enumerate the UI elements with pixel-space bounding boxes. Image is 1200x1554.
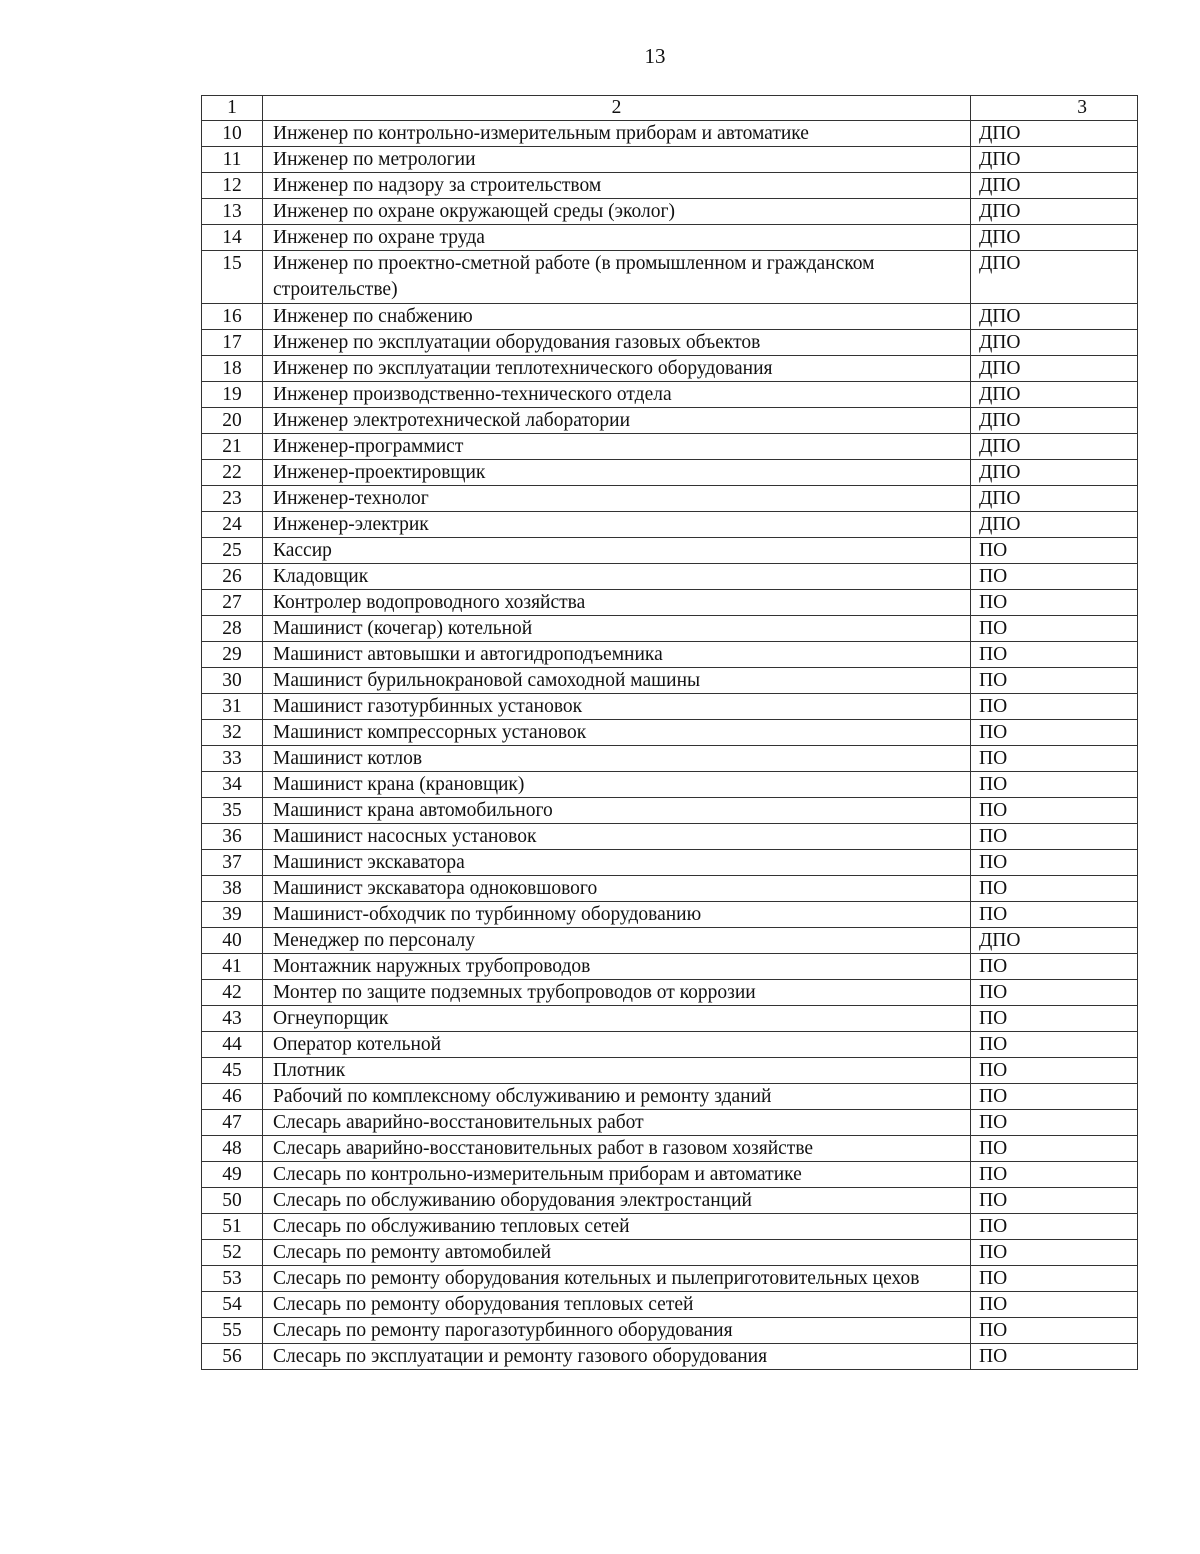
row-number-cell: 34 bbox=[202, 772, 263, 798]
table-row bbox=[202, 876, 1138, 902]
row-type-cell: ПО bbox=[971, 1058, 1138, 1084]
row-type-cell: ПО bbox=[971, 980, 1138, 1006]
row-title-cell: Машинист бурильнокрановой самоходной машины bbox=[263, 668, 971, 694]
row-number-cell: 17 bbox=[202, 330, 263, 356]
row-title-cell: Слесарь аварийно-восстановительных работ в газовом хозяйстве bbox=[263, 1136, 971, 1162]
row-title-cell: Монтажник наружных трубопроводов bbox=[263, 954, 971, 980]
row-type-cell: ПО bbox=[971, 954, 1138, 980]
row-number-cell: 25 bbox=[202, 538, 263, 564]
row-title-cell: Менеджер по персоналу bbox=[263, 928, 971, 954]
table-row bbox=[202, 590, 1138, 616]
table-row bbox=[202, 642, 1138, 668]
table-row bbox=[202, 512, 1138, 538]
row-number-cell: 32 bbox=[202, 720, 263, 746]
table-row bbox=[202, 1344, 1138, 1370]
row-type-cell: ДПО bbox=[971, 434, 1138, 460]
row-type-cell: ПО bbox=[971, 824, 1138, 850]
table-row bbox=[202, 434, 1138, 460]
row-number-cell: 38 bbox=[202, 876, 263, 902]
row-type-cell: ПО bbox=[971, 1266, 1138, 1292]
table-row bbox=[202, 251, 1138, 304]
row-number-cell: 24 bbox=[202, 512, 263, 538]
row-title-cell: Инженер-проектировщик bbox=[263, 460, 971, 486]
row-title-cell: Оператор котельной bbox=[263, 1032, 971, 1058]
table-row bbox=[202, 1292, 1138, 1318]
row-title-cell: Слесарь аварийно-восстановительных работ bbox=[263, 1110, 971, 1136]
row-type-cell: ПО bbox=[971, 902, 1138, 928]
row-title-cell: Машинист котлов bbox=[263, 746, 971, 772]
row-type-cell: ПО bbox=[971, 590, 1138, 616]
row-type-cell: ДПО bbox=[971, 928, 1138, 954]
row-title-cell: Инженер по эксплуатации теплотехнического оборудования bbox=[263, 356, 971, 382]
row-type-cell: ДПО bbox=[971, 512, 1138, 538]
row-number-cell: 42 bbox=[202, 980, 263, 1006]
row-number-cell: 19 bbox=[202, 382, 263, 408]
row-title-cell: Инженер по снабжению bbox=[263, 304, 971, 330]
row-title-cell: Огнеупорщик bbox=[263, 1006, 971, 1032]
row-type-cell: ДПО bbox=[971, 356, 1138, 382]
row-number-cell: 12 bbox=[202, 173, 263, 199]
row-title-cell: Инженер по охране труда bbox=[263, 225, 971, 251]
row-type-cell: ПО bbox=[971, 798, 1138, 824]
table-body bbox=[202, 96, 1138, 1370]
row-type-cell: ПО bbox=[971, 1318, 1138, 1344]
row-title-cell: Инженер по надзору за строительством bbox=[263, 173, 971, 199]
row-number-cell: 15 bbox=[202, 251, 263, 304]
row-title-cell: Инженер по контрольно-измерительным приборам и автоматике bbox=[263, 121, 971, 147]
table-row bbox=[202, 720, 1138, 746]
table-row bbox=[202, 616, 1138, 642]
row-title-cell: Инженер по проектно-сметной работе (в промышленном и гражданском строительстве) bbox=[263, 251, 971, 304]
row-number-cell: 54 bbox=[202, 1292, 263, 1318]
row-title-cell: Инженер электротехнической лаборатории bbox=[263, 408, 971, 434]
row-number-cell: 41 bbox=[202, 954, 263, 980]
row-number-cell: 23 bbox=[202, 486, 263, 512]
row-type-cell: ПО bbox=[971, 1006, 1138, 1032]
table-row bbox=[202, 1214, 1138, 1240]
row-type-cell: ПО bbox=[971, 616, 1138, 642]
table-row bbox=[202, 147, 1138, 173]
row-type-cell: ДПО bbox=[971, 330, 1138, 356]
row-type-cell: ДПО bbox=[971, 382, 1138, 408]
row-type-cell: ПО bbox=[971, 564, 1138, 590]
row-type-cell: ДПО bbox=[971, 225, 1138, 251]
header-cell-title: 2 bbox=[263, 96, 971, 121]
row-type-cell: ДПО bbox=[971, 304, 1138, 330]
table-row bbox=[202, 1058, 1138, 1084]
row-number-cell: 33 bbox=[202, 746, 263, 772]
table-row bbox=[202, 694, 1138, 720]
table-row bbox=[202, 225, 1138, 251]
row-number-cell: 47 bbox=[202, 1110, 263, 1136]
row-number-cell: 46 bbox=[202, 1084, 263, 1110]
row-title-cell: Машинист крана (крановщик) bbox=[263, 772, 971, 798]
row-number-cell: 20 bbox=[202, 408, 263, 434]
row-title-cell: Слесарь по контрольно-измерительным приборам и автоматике bbox=[263, 1162, 971, 1188]
row-type-cell: ПО bbox=[971, 850, 1138, 876]
row-title-cell: Инженер по метрологии bbox=[263, 147, 971, 173]
table-row bbox=[202, 173, 1138, 199]
page-number: 13 bbox=[644, 44, 666, 68]
row-type-cell: ПО bbox=[971, 1344, 1138, 1370]
row-number-cell: 18 bbox=[202, 356, 263, 382]
row-type-cell: ПО bbox=[971, 876, 1138, 902]
table-row bbox=[202, 199, 1138, 225]
row-title-cell: Инженер-технолог bbox=[263, 486, 971, 512]
row-number-cell: 28 bbox=[202, 616, 263, 642]
row-title-cell: Слесарь по обслуживанию оборудования электростанций bbox=[263, 1188, 971, 1214]
row-type-cell: ПО bbox=[971, 1162, 1138, 1188]
row-title-cell: Машинист компрессорных установок bbox=[263, 720, 971, 746]
row-number-cell: 43 bbox=[202, 1006, 263, 1032]
row-number-cell: 26 bbox=[202, 564, 263, 590]
row-type-cell: ПО bbox=[971, 1188, 1138, 1214]
table-row bbox=[202, 1240, 1138, 1266]
row-number-cell: 13 bbox=[202, 199, 263, 225]
row-type-cell: ПО bbox=[971, 668, 1138, 694]
row-number-cell: 29 bbox=[202, 642, 263, 668]
row-type-cell: ДПО bbox=[971, 199, 1138, 225]
table-row bbox=[202, 330, 1138, 356]
header-cell-number: 1 bbox=[202, 96, 263, 121]
table-row bbox=[202, 798, 1138, 824]
row-number-cell: 44 bbox=[202, 1032, 263, 1058]
row-title-cell: Слесарь по эксплуатации и ремонту газового оборудования bbox=[263, 1344, 971, 1370]
table-row bbox=[202, 668, 1138, 694]
row-number-cell: 36 bbox=[202, 824, 263, 850]
row-number-cell: 35 bbox=[202, 798, 263, 824]
row-title-cell: Рабочий по комплексному обслуживанию и ремонту зданий bbox=[263, 1084, 971, 1110]
row-type-cell: ДПО bbox=[971, 408, 1138, 434]
row-number-cell: 21 bbox=[202, 434, 263, 460]
table-row bbox=[202, 1318, 1138, 1344]
header-cell-type: 3 bbox=[971, 96, 1138, 121]
row-number-cell: 30 bbox=[202, 668, 263, 694]
table-row bbox=[202, 850, 1138, 876]
table-row bbox=[202, 980, 1138, 1006]
row-title-cell: Машинист газотурбинных установок bbox=[263, 694, 971, 720]
row-number-cell: 31 bbox=[202, 694, 263, 720]
table-row bbox=[202, 1136, 1138, 1162]
row-type-cell: ПО bbox=[971, 1136, 1138, 1162]
row-number-cell: 22 bbox=[202, 460, 263, 486]
row-type-cell: ПО bbox=[971, 720, 1138, 746]
table-row bbox=[202, 1266, 1138, 1292]
row-title-cell: Инженер по охране окружающей среды (эколог) bbox=[263, 199, 971, 225]
table-header-row bbox=[202, 96, 1138, 121]
row-title-cell: Машинист-обходчик по турбинному оборудованию bbox=[263, 902, 971, 928]
row-type-cell: ДПО bbox=[971, 173, 1138, 199]
table-row bbox=[202, 1188, 1138, 1214]
table-row bbox=[202, 538, 1138, 564]
row-title-cell: Инженер-электрик bbox=[263, 512, 971, 538]
row-number-cell: 48 bbox=[202, 1136, 263, 1162]
row-title-cell: Слесарь по ремонту оборудования тепловых сетей bbox=[263, 1292, 971, 1318]
table-row bbox=[202, 564, 1138, 590]
row-type-cell: ПО bbox=[971, 1032, 1138, 1058]
row-title-cell: Слесарь по ремонту оборудования котельных и пылеприготовительных цехов bbox=[263, 1266, 971, 1292]
row-title-cell: Монтер по защите подземных трубопроводов от коррозии bbox=[263, 980, 971, 1006]
row-number-cell: 53 bbox=[202, 1266, 263, 1292]
row-title-cell: Машинист (кочегар) котельной bbox=[263, 616, 971, 642]
row-title-cell: Инженер производственно-технического отдела bbox=[263, 382, 971, 408]
row-number-cell: 51 bbox=[202, 1214, 263, 1240]
row-number-cell: 39 bbox=[202, 902, 263, 928]
row-type-cell: ПО bbox=[971, 772, 1138, 798]
row-number-cell: 56 bbox=[202, 1344, 263, 1370]
row-number-cell: 55 bbox=[202, 1318, 263, 1344]
row-type-cell: ПО bbox=[971, 746, 1138, 772]
table-row bbox=[202, 1110, 1138, 1136]
table-row bbox=[202, 304, 1138, 330]
row-type-cell: ДПО bbox=[971, 486, 1138, 512]
row-type-cell: ПО bbox=[971, 1214, 1138, 1240]
table-row bbox=[202, 408, 1138, 434]
row-type-cell: ПО bbox=[971, 538, 1138, 564]
table-row bbox=[202, 121, 1138, 147]
row-title-cell: Кассир bbox=[263, 538, 971, 564]
row-number-cell: 52 bbox=[202, 1240, 263, 1266]
table-row bbox=[202, 1162, 1138, 1188]
row-type-cell: ДПО bbox=[971, 121, 1138, 147]
row-title-cell: Слесарь по обслуживанию тепловых сетей bbox=[263, 1214, 971, 1240]
row-type-cell: ПО bbox=[971, 642, 1138, 668]
row-type-cell: ПО bbox=[971, 1084, 1138, 1110]
row-title-cell: Слесарь по ремонту автомобилей bbox=[263, 1240, 971, 1266]
row-title-cell: Контролер водопроводного хозяйства bbox=[263, 590, 971, 616]
row-number-cell: 11 bbox=[202, 147, 263, 173]
row-number-cell: 50 bbox=[202, 1188, 263, 1214]
row-number-cell: 16 bbox=[202, 304, 263, 330]
row-number-cell: 40 bbox=[202, 928, 263, 954]
row-title-cell: Машинист экскаватора одноковшового bbox=[263, 876, 971, 902]
table-row bbox=[202, 746, 1138, 772]
table-row bbox=[202, 1084, 1138, 1110]
row-title-cell: Машинист автовышки и автогидроподъемника bbox=[263, 642, 971, 668]
row-number-cell: 45 bbox=[202, 1058, 263, 1084]
table-row bbox=[202, 772, 1138, 798]
row-title-cell: Машинист экскаватора bbox=[263, 850, 971, 876]
row-title-cell: Машинист крана автомобильного bbox=[263, 798, 971, 824]
table-row bbox=[202, 1006, 1138, 1032]
table-row bbox=[202, 954, 1138, 980]
row-type-cell: ПО bbox=[971, 1292, 1138, 1318]
row-type-cell: ПО bbox=[971, 694, 1138, 720]
row-title-cell: Инженер-программист bbox=[263, 434, 971, 460]
row-type-cell: ДПО bbox=[971, 460, 1138, 486]
row-title-cell: Инженер по эксплуатации оборудования газовых объектов bbox=[263, 330, 971, 356]
table-row bbox=[202, 1032, 1138, 1058]
row-title-cell: Кладовщик bbox=[263, 564, 971, 590]
row-type-cell: ДПО bbox=[971, 147, 1138, 173]
row-number-cell: 14 bbox=[202, 225, 263, 251]
row-title-cell: Плотник bbox=[263, 1058, 971, 1084]
row-title-cell: Слесарь по ремонту парогазотурбинного оборудования bbox=[263, 1318, 971, 1344]
table-row bbox=[202, 902, 1138, 928]
row-type-cell: ПО bbox=[971, 1110, 1138, 1136]
row-title-cell: Машинист насосных установок bbox=[263, 824, 971, 850]
row-type-cell: ПО bbox=[971, 1240, 1138, 1266]
table-row bbox=[202, 460, 1138, 486]
row-number-cell: 27 bbox=[202, 590, 263, 616]
table-row bbox=[202, 928, 1138, 954]
row-type-cell: ДПО bbox=[971, 251, 1138, 304]
table-row bbox=[202, 356, 1138, 382]
row-number-cell: 10 bbox=[202, 121, 263, 147]
table-row bbox=[202, 382, 1138, 408]
table-row bbox=[202, 824, 1138, 850]
professions-table bbox=[201, 95, 1138, 1370]
table-row bbox=[202, 486, 1138, 512]
row-number-cell: 37 bbox=[202, 850, 263, 876]
row-number-cell: 49 bbox=[202, 1162, 263, 1188]
